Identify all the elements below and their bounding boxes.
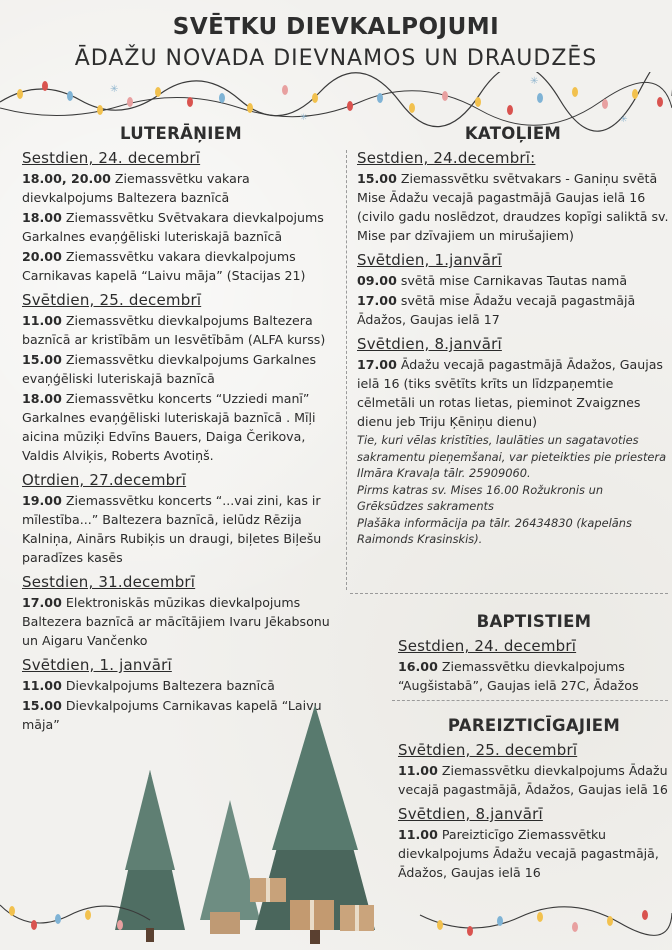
section-heading: LUTERĀŅIEM [120,124,242,143]
service-text: Ziemassvētku vakara dievkalpojums Carnikavas kapelā “Laivu māja” (Stacijas 21) [22,249,306,283]
day-heading: Sestdien, 24.decembrī: [357,149,536,167]
service-time: 11.00 [22,678,62,693]
section-divider [350,593,668,594]
service-entry [357,291,669,329]
svg-text:✳: ✳ [110,84,119,95]
svg-text:✳: ✳ [620,115,628,125]
lutheran-section [22,124,340,735]
service-entry [22,311,340,349]
service-entry [357,169,669,245]
top-string-lights [0,72,672,132]
day-heading: Svētdien, 8.janvārī [357,335,502,353]
service-time: 15.00 [22,352,62,367]
day-heading: Sestdien, 24. decembrī [22,149,201,167]
service-text: Ziemassvētku dievkalpojums Baltezera baznīcā ar kristībām un Iesvētībām (ALFA kurss) [22,313,326,347]
service-time: 11.00 [398,763,438,778]
service-text: Ziemassvētku svētvakars - Ganiņu svētā Mise Ādažu vecajā pagastmājā Gaujas ielā 16 (civilo gadu noslēdzot, draudzes kopīgi saliktā sv. Mise par dzīvajiem un mirušajiem) [357,171,669,243]
info-note: Pirms katras sv. Mises 16.00 Rožukronis un Grēksūdzes sakraments [357,482,604,513]
service-text: Ziemassvētku koncerts “Uzziedi manī” Garkalnes evaņģēliski luteriskajā baznīcā . Mīļi aicina mūziķi Edvīns Bauers, Daiga Čerikova, Valdis Alviķis, Roberts Avotiņš. [22,391,316,463]
bottom-string-lights [0,885,672,950]
orthodox-section [398,716,670,883]
service-text: Ziemassvētku dievkalpojums “Augšistabā”, Gaujas ielā 27C, Ādažos [398,659,639,693]
service-time: 20.00 [22,249,62,264]
baptist-section [398,612,670,696]
section-divider [392,700,668,701]
service-entry [22,389,340,465]
service-text: svētā mise Carnikavas Tautas namā [400,273,628,288]
section-heading: KATOĻIEM [464,124,562,143]
day-heading: Svētdien, 8.janvārī [398,805,543,823]
service-time: 17.00 [357,293,397,308]
page-title: SVĒTKU DIEVKALPOJUMI [172,14,500,40]
service-entry [22,350,340,388]
section-heading: BAPTISTIEM [476,612,592,631]
service-entry [398,825,670,882]
service-time: 09.00 [357,273,397,288]
service-entry [22,247,340,285]
page-subtitle: ĀDAŽU NOVADA DIEVNAMOS UN DRAUDZĒS [74,46,598,71]
service-entry [22,491,340,567]
service-text: Ziemassvētku vakara dievkalpojums Baltezera baznīcā [22,171,250,205]
day-heading: Otrdien, 27.decembrī [22,471,187,489]
service-text: Ziemassvētku Svētvakara dievkalpojums Garkalnes evaņģēliski luteriskajā baznīcā [22,210,324,244]
service-text: Ziemassvētku dievkalpojums Ādažu vecajā pagastmājā, Ādažos, Gaujas ielā 16 [398,763,668,797]
service-time: 11.00 [398,827,438,842]
service-time: 16.00 [398,659,438,674]
day-heading: Svētdien, 25. decembrī [398,741,578,759]
service-text: Ziemassvētku dievkalpojums Garkalnes evaņģēliski luteriskajā baznīcā [22,352,317,386]
svg-text:✳: ✳ [300,113,308,123]
service-text: Ādažu vecajā pagastmājā Ādažos, Gaujas ielā 16 (tiks svētīts krīts un līdzpaņemtie cēlmetāli un rotas lietas, pieminot Zvaigznes dienu jeb Triju Ķēniņu dienu) [357,357,663,429]
service-entry [22,208,340,246]
service-entry [22,676,340,695]
service-text: Elektroniskās mūzikas dievkalpojums Baltezera baznīcā ar mācītājiem Ivaru Jēkabsonu un Aigaru Vančenko [22,595,330,648]
service-time: 18.00 [22,391,62,406]
svg-text:✳: ✳ [530,76,539,87]
service-text: Pareizticīgo Ziemassvētku dievkalpojums Ādažu vecajā pagastmājā, Ādažos, Gaujas ielā 16 [398,827,659,880]
column-divider [346,150,347,590]
day-heading: Sestdien, 24. decembrī [398,637,577,655]
day-heading: Sestdien, 31.decembrī [22,573,196,591]
info-note: Tie, kuri vēlas kristīties, laulāties un sagatavoties sakramentu pieņemšanai, var pieteikties pie priestera Ilmāra Kravaļa tālr. 25909060. [357,433,667,480]
service-time: 19.00 [22,493,62,508]
service-entry [398,761,670,799]
service-time: 17.00 [357,357,397,372]
day-heading: Svētdien, 1. janvārī [22,656,172,674]
service-text: Dievkalpojums Carnikavas kapelā “Laivu māja” [22,698,322,732]
service-entry [357,271,669,290]
service-entry [357,355,669,431]
service-entry [22,593,340,650]
service-time: 18.00, 20.00 [22,171,111,186]
service-time: 11.00 [22,313,62,328]
service-time: 15.00 [22,698,62,713]
service-time: 15.00 [357,171,397,186]
service-text: svētā mise Ādažu vecajā pagastmājā Ādažos, Gaujas ielā 17 [357,293,636,327]
catholic-section [357,124,669,548]
service-text: Ziemassvētku koncerts “...vai zini, kas ir mīlestība...” Baltezera baznīcā, ielūdz Rēzija Kalniņa, Ainārs Rubiķis un draugi, biļetes Biļešu paradīzes kasēs [22,493,322,565]
service-time: 18.00 [22,210,62,225]
service-text: Dievkalpojums Baltezera baznīcā [65,678,275,693]
service-entry [22,169,340,207]
section-heading: PAREIZTICĪGAJIEM [447,716,621,735]
day-heading: Svētdien, 1.janvārī [357,251,502,269]
service-time: 17.00 [22,595,62,610]
service-entry [398,657,670,695]
day-heading: Svētdien, 25. decembrī [22,291,202,309]
info-note: Plašāka informācija pa tālr. 26434830 (kapelāns Raimonds Krasinskis). [357,515,632,546]
